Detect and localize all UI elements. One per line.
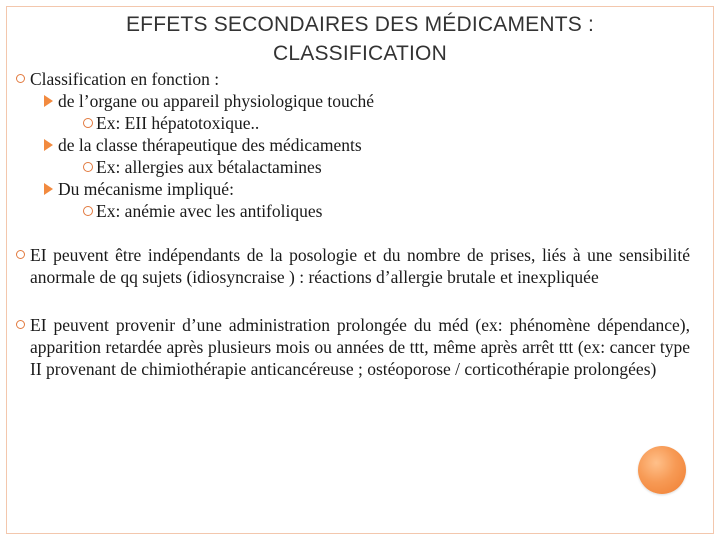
arrow-bullet-icon (44, 95, 53, 107)
classification-example (30, 112, 696, 134)
classification-item-label: de la classe thérapeutique des médicaments (58, 135, 362, 155)
classification-example (30, 156, 696, 178)
title-line-1: EFFETS SECONDAIRES DES MÉDICAMENTS : (125, 13, 595, 36)
title-line-2: CLASSIFICATION (273, 42, 447, 65)
ring-bullet-icon (83, 206, 93, 216)
slide-content (16, 68, 696, 380)
paragraph-text: EI peuvent être indépendants de la posologie et du nombre de prises, liés à une sensibilité anormale de qq sujets (idiosyncraise ) : réactions d’allergie brutale et inexpliquée (30, 245, 690, 287)
ring-bullet-icon (83, 162, 93, 172)
circle-bullet-icon (16, 320, 25, 329)
classification-item (30, 134, 696, 156)
circle-bullet-icon (16, 250, 25, 259)
decorative-orb (638, 446, 686, 494)
circle-bullet-icon (16, 74, 25, 83)
paragraph-prolonged-use (16, 314, 690, 380)
paragraph-text: EI peuvent provenir d’une administration prolongée du méd (ex: phénomène dépendance), apparition retardée après plusieurs mois ou années de ttt, même après arrêt ttt (ex: cancer type II provenant de chimiothérapie anticancéreuse ; ostéoporose / corticothérapie prolongées) (30, 315, 690, 379)
classification-item (30, 90, 696, 112)
arrow-bullet-icon (44, 139, 53, 151)
arrow-bullet-icon (44, 183, 53, 195)
classification-item-label: de l’organe ou appareil physiologique touché (58, 91, 375, 111)
classification-block (16, 68, 696, 222)
classification-heading: Classification en fonction : (30, 69, 220, 89)
classification-item (30, 178, 696, 200)
classification-example (30, 200, 696, 222)
ring-bullet-icon (83, 118, 93, 128)
classification-example-text: Ex: allergies aux bétalactamines (96, 157, 322, 177)
classification-example-text: Ex: EII hépatotoxique.. (96, 113, 260, 133)
paragraph-dose-independent (16, 244, 690, 288)
classification-example-text: Ex: anémie avec les antifoliques (96, 201, 323, 221)
slide-title (40, 10, 680, 68)
classification-item-label: Du mécanisme impliqué: (58, 179, 234, 199)
